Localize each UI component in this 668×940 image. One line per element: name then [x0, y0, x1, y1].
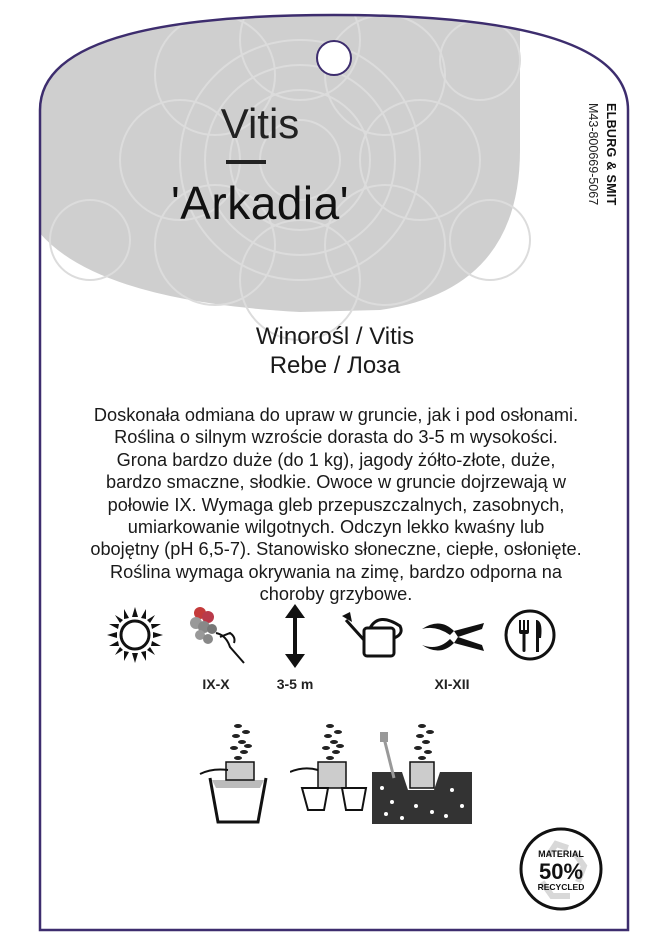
product-code: M43-800669-5067 [586, 103, 600, 206]
harvest-fruit-icon [186, 603, 250, 667]
watering-can-icon [342, 612, 412, 658]
soak-pot-icon [198, 718, 278, 828]
badge-line-1: MATERIAL [538, 849, 584, 859]
description-line: choroby grzybowe. [259, 584, 413, 605]
harvest-caption: IX-X [202, 676, 230, 692]
description-line: Doskonała odmiana do upraw w gruncie, jak i pod osłonami. [93, 405, 579, 425]
cultivar-name: 'Arkadia' [170, 177, 350, 229]
badge-line-3: RECYCLED [537, 882, 585, 892]
title-dash [226, 160, 266, 164]
recycled-material-badge [518, 826, 604, 912]
description-line: umiarkowanie wilgotnych. Odczyn lekko kwaśny lub [127, 517, 545, 538]
height-arrow-icon [280, 604, 310, 668]
hang-hole [317, 41, 351, 75]
common-name-line-2: Rebe / Лоза [269, 352, 401, 379]
header-gray-band [30, 0, 520, 312]
badge-line-2: 50% [538, 859, 584, 884]
common-names [150, 322, 520, 380]
fork-knife-icon [503, 608, 557, 662]
pruning-shears-icon [420, 615, 486, 657]
description-line: Roślina o silnym wzroście dorasta do 3-5 m wysokości. [114, 427, 558, 448]
genus-name: Vitis [220, 100, 300, 147]
description-line: obojętny (pH 6,5-7). Stanowisko słoneczne, ciepłe, osłonięte. [90, 539, 582, 560]
description-line: połowie IX. Wymaga gleb przepuszczalnych, zasobnych, [107, 494, 565, 515]
brand-name: ELBURG & SMIT [604, 103, 618, 206]
description-line: bardzo smaczne, słodkie. Owoce w gruncie dojrzewają w [106, 472, 566, 493]
description-line: Roślina wymaga okrywania na zimę, bardzo odporna na [110, 561, 562, 582]
height-caption: 3-5 m [276, 676, 314, 692]
common-name-line-1: Winorośl / Vitis [255, 323, 415, 350]
pruning-caption: XI-XII [434, 676, 470, 692]
plant-description [62, 404, 610, 606]
description-line: Grona bardzo duże (do 1 kg), jagody żółto-złote, duże, [116, 449, 556, 470]
full-sun-icon [105, 605, 165, 665]
remove-pot-icon [290, 718, 370, 818]
plant-in-soil-icon [372, 718, 472, 824]
